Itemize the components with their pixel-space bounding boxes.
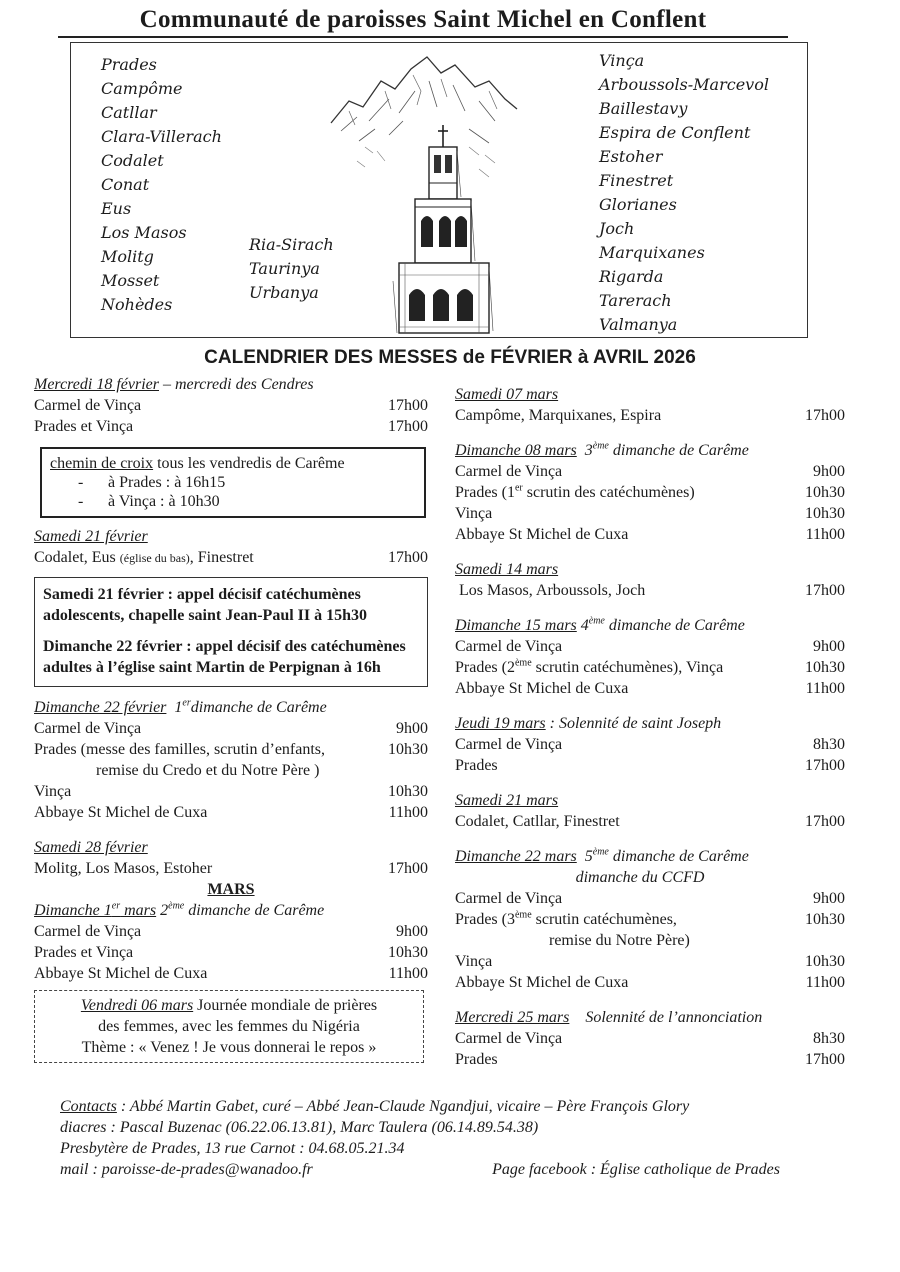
- mass-line: [455, 951, 845, 972]
- mass-time: 17h00: [388, 418, 428, 435]
- mass-line: [34, 858, 428, 879]
- event-heading: [455, 384, 845, 405]
- event-ordinal: 1: [174, 699, 183, 716]
- mass-time: 11h00: [388, 804, 428, 821]
- contacts-email: mail : paroisse-de-prades@wanadoo.fr: [60, 1161, 313, 1178]
- femmes-heading: [41, 995, 417, 1016]
- event-date: Mercredi 18 février: [34, 376, 159, 393]
- mass-line: [455, 461, 845, 482]
- ordinal-sup: er: [514, 482, 523, 494]
- event-block: [34, 526, 428, 569]
- mass-place-continuation: remise du Credo et du Notre Père ): [96, 762, 320, 779]
- croix-item-text: à Vinça : à 10h30: [108, 493, 220, 510]
- mass-time: 17h00: [388, 549, 428, 566]
- event-title: dimanche de Carême: [190, 699, 327, 716]
- mass-line: [455, 1049, 845, 1070]
- ordinal-sup: ème: [514, 909, 532, 921]
- mass-place: Molitg, Los Masos, Estoher: [34, 860, 213, 877]
- schedule-right-column: [455, 384, 845, 1070]
- event-date-part: Dimanche 1: [34, 902, 112, 919]
- mass-line: [455, 734, 845, 755]
- contacts-line: [60, 1096, 820, 1117]
- mass-place: Vinça: [34, 783, 72, 800]
- event-date-part: mars: [120, 902, 157, 919]
- parish-item: Baillestavy: [599, 99, 688, 118]
- contacts-block: [60, 1096, 820, 1180]
- mass-time: 17h00: [805, 1051, 845, 1068]
- contacts-clergy: : Abbé Martin Gabet, curé – Abbé Jean-Claude Ngandjui, vicaire – Père François Glory: [116, 1098, 690, 1115]
- mass-place: Carmel de Vinça: [34, 923, 142, 940]
- mass-place-part: , Finestret: [189, 549, 254, 566]
- parish-item: Tarerach: [599, 291, 672, 310]
- event-ordinal-sup: ème: [588, 615, 605, 627]
- event-date: Samedi 21 mars: [455, 792, 559, 809]
- event-ordinal-sup: ème: [592, 440, 609, 452]
- parish-item: Espira de Conflent: [599, 123, 751, 142]
- event-block: [455, 440, 845, 545]
- mass-place: Carmel de Vinça: [455, 736, 563, 753]
- mass-place: Los Masos, Arboussols, Joch: [455, 582, 646, 599]
- appel-paragraph: Samedi 21 février : appel décisif catéchumènes adolescents, chapelle saint Jean-Paul II à 15h30: [43, 586, 368, 624]
- mass-place: Abbaye St Michel de Cuxa: [34, 804, 208, 821]
- mass-time: 9h00: [813, 890, 845, 907]
- mass-time: 17h00: [805, 757, 845, 774]
- mass-line: [455, 405, 845, 426]
- event-title: Solennité de l’annonciation: [585, 1009, 763, 1026]
- croix-item: [50, 492, 416, 511]
- event-heading: [455, 615, 845, 636]
- parish-item: Urbanya: [249, 283, 319, 302]
- mass-place: Carmel de Vinça: [455, 638, 563, 655]
- mass-line: [455, 909, 845, 930]
- mass-place: Prades et Vinça: [34, 418, 134, 435]
- event-block: [455, 1007, 845, 1070]
- croix-title: chemin de croix: [50, 455, 154, 472]
- mass-line: [34, 781, 428, 802]
- parish-item: Joch: [599, 219, 635, 238]
- mass-time: 10h30: [388, 741, 428, 758]
- event-title: Journée mondiale de prières: [193, 997, 378, 1014]
- mass-time: 8h30: [813, 1030, 845, 1047]
- parish-item: Los Masos: [101, 223, 187, 242]
- mass-line: [455, 580, 845, 601]
- mass-time: 17h00: [805, 582, 845, 599]
- mass-time: 9h00: [396, 923, 428, 940]
- mass-place: Prades et Vinça: [34, 944, 134, 961]
- mass-time: 10h30: [805, 484, 845, 501]
- contacts-label: Contacts: [60, 1098, 117, 1115]
- mass-place: [455, 482, 695, 503]
- mass-place: Carmel de Vinça: [455, 1030, 563, 1047]
- event-heading: [34, 374, 428, 395]
- mass-line: [455, 524, 845, 545]
- contacts-line: [60, 1159, 820, 1180]
- parish-item: Ria-Sirach: [249, 235, 334, 254]
- mass-time: 17h00: [805, 813, 845, 830]
- parish-item: Mosset: [101, 271, 160, 290]
- event-heading: [34, 697, 428, 718]
- mass-line: [34, 718, 428, 739]
- mass-place: Carmel de Vinça: [455, 463, 563, 480]
- mass-place-continuation: remise du Notre Père): [549, 932, 690, 949]
- appel-paragraph: Dimanche 22 février : appel décisif des catéchumènes adultes à l’église saint Martin de Perpignan à 16h: [43, 638, 406, 676]
- event-date: Samedi 28 février: [34, 839, 148, 856]
- event-date-sup: er: [111, 900, 121, 912]
- parish-item: Marquixanes: [599, 243, 705, 262]
- mass-time: 10h30: [388, 944, 428, 961]
- parish-item: Nohèdes: [101, 295, 173, 314]
- parish-item: Arboussols-Marcevol: [599, 75, 769, 94]
- mass-time: 9h00: [813, 463, 845, 480]
- mass-time: 9h00: [396, 720, 428, 737]
- mass-place: Carmel de Vinça: [34, 720, 142, 737]
- mass-time: 11h00: [805, 680, 845, 697]
- event-ordinal: 3: [584, 442, 593, 459]
- mass-place-part: Prades (2: [455, 659, 515, 676]
- parish-item: Codalet: [101, 151, 164, 170]
- mass-place: Abbaye St Michel de Cuxa: [455, 974, 629, 991]
- mass-place: [455, 657, 723, 678]
- mass-time: 10h30: [805, 953, 845, 970]
- mass-place: [455, 909, 677, 930]
- event-heading: [455, 440, 845, 461]
- parish-item: Conat: [101, 175, 150, 194]
- event-date: Samedi 21 février: [34, 528, 148, 545]
- mass-time: 17h00: [805, 407, 845, 424]
- croix-subtitle: tous les vendredis de Carême: [153, 455, 345, 472]
- mass-time: 11h00: [388, 965, 428, 982]
- parish-item: Finestret: [599, 171, 674, 190]
- parish-item: Campôme: [101, 79, 183, 98]
- page-title: Communauté de paroisses Saint Michel en Conflent: [58, 6, 788, 38]
- event-ordinal: 2: [160, 902, 169, 919]
- parish-item: Valmanya: [599, 315, 678, 334]
- list-dash: -: [78, 493, 84, 510]
- event-subtitle: dimanche du CCFD: [575, 869, 705, 886]
- contacts-deacons: diacres : Pascal Buzenac (06.22.06.13.81), Marc Taulera (06.14.89.54.38): [60, 1119, 539, 1136]
- croix-heading: [50, 454, 416, 473]
- mass-place: Vinça: [455, 953, 493, 970]
- mass-line: [455, 972, 845, 993]
- mass-place: Abbaye St Michel de Cuxa: [34, 965, 208, 982]
- event-block: [455, 846, 845, 993]
- event-date: Jeudi 19 mars: [455, 715, 546, 732]
- contacts-presbytery: Presbytère de Prades, 13 rue Carnot : 04.68.05.21.34: [60, 1140, 405, 1157]
- month-heading: MARS: [207, 881, 255, 898]
- mass-time: 11h00: [805, 974, 845, 991]
- event-date: Samedi 07 mars: [455, 386, 559, 403]
- event-block: [455, 790, 845, 832]
- event-date: Dimanche 22 février: [34, 699, 167, 716]
- mass-line: [34, 416, 428, 437]
- mass-place: [34, 547, 254, 569]
- event-ordinal-sup: er: [182, 697, 191, 709]
- mass-place-part: Prades (1: [455, 484, 515, 501]
- chemin-de-croix-box: [40, 447, 426, 518]
- event-date: Dimanche 08 mars: [455, 442, 577, 459]
- mass-line: [455, 503, 845, 524]
- mass-line: [455, 678, 845, 699]
- mass-line: [34, 963, 428, 984]
- event-heading: [34, 900, 428, 921]
- mass-time: 10h30: [805, 659, 845, 676]
- mass-time: 10h30: [388, 783, 428, 800]
- event-heading: [455, 846, 845, 867]
- parish-list-box: [70, 42, 808, 338]
- mass-place: Carmel de Vinça: [34, 397, 142, 414]
- event-title: dimanche de Carême: [184, 902, 325, 919]
- event-ordinal: 5: [584, 848, 593, 865]
- event-title: dimanche de Carême: [608, 442, 749, 459]
- list-dash: -: [78, 474, 84, 491]
- event-title: : Solennité de saint Joseph: [545, 715, 722, 732]
- mass-place: Vinça: [455, 505, 493, 522]
- contacts-facebook: Page facebook : Église catholique de Prades: [492, 1161, 780, 1178]
- mass-place-note: (église du bas): [119, 551, 190, 565]
- croix-item: [50, 473, 416, 492]
- event-title: – mercredi des Cendres: [159, 376, 314, 393]
- mass-place-part: scrutin catéchumènes), Vinça: [531, 659, 724, 676]
- event-block: [34, 374, 428, 437]
- mass-line: [34, 942, 428, 963]
- mass-time: 10h30: [805, 505, 845, 522]
- event-block: [34, 900, 428, 984]
- parish-item: Molitg: [101, 247, 154, 266]
- mass-place-part: Codalet, Eus: [34, 549, 120, 566]
- mass-line: [34, 547, 428, 569]
- mass-time: 17h00: [388, 397, 428, 414]
- event-title: dimanche de Carême: [604, 617, 745, 634]
- event-block: [455, 559, 845, 601]
- event-block: [455, 384, 845, 426]
- event-heading: [34, 526, 428, 547]
- mass-time: 11h00: [805, 526, 845, 543]
- event-heading: [455, 559, 845, 580]
- parish-item: Rigarda: [599, 267, 664, 286]
- parish-item: Glorianes: [599, 195, 677, 214]
- event-date: Dimanche 22 mars: [455, 848, 577, 865]
- mass-line: [455, 755, 845, 776]
- parish-item: Estoher: [599, 147, 663, 166]
- event-date: Dimanche 15 mars: [455, 617, 577, 634]
- event-heading: [455, 713, 845, 734]
- schedule-left-column: [34, 374, 428, 1063]
- ordinal-sup: ème: [514, 657, 532, 669]
- mass-line: [455, 636, 845, 657]
- event-ordinal: 4: [580, 617, 589, 634]
- event-date: [34, 902, 156, 919]
- mass-line: [455, 482, 845, 503]
- mass-place-part: scrutin des catéchumènes): [522, 484, 695, 501]
- mass-line: [455, 1028, 845, 1049]
- journee-femmes-box: [34, 990, 424, 1063]
- parish-item: Taurinya: [249, 259, 320, 278]
- event-ordinal-sup: ème: [168, 900, 185, 912]
- parish-item: Catllar: [101, 103, 157, 122]
- mass-time: 17h00: [388, 860, 428, 877]
- mass-place: Abbaye St Michel de Cuxa: [455, 526, 629, 543]
- event-heading: [455, 1007, 845, 1028]
- mass-line: [34, 739, 428, 760]
- mass-line: [34, 395, 428, 416]
- event-date: Samedi 14 mars: [455, 561, 559, 578]
- calendar-title: CALENDRIER DES MESSES de FÉVRIER à AVRIL 2026: [204, 347, 696, 368]
- event-date: Mercredi 25 mars: [455, 1009, 570, 1026]
- mass-place: Campôme, Marquixanes, Espira: [455, 407, 662, 424]
- mass-time: 8h30: [813, 736, 845, 753]
- mass-line: [455, 811, 845, 832]
- parish-item: Eus: [101, 199, 132, 218]
- event-heading: [34, 837, 428, 858]
- mass-line: [34, 802, 428, 823]
- parish-list-right: [599, 49, 769, 337]
- appel-decisif-box: [34, 577, 428, 687]
- mass-place-part: scrutin catéchumènes,: [531, 911, 677, 928]
- parish-list-left: [101, 53, 222, 317]
- bell-tower-illustration: [329, 51, 519, 335]
- mass-place: Prades (messe des familles, scrutin d’enfants,: [34, 741, 326, 758]
- mass-line: [455, 657, 845, 678]
- mass-place: Abbaye St Michel de Cuxa: [455, 680, 629, 697]
- femmes-line: Thème : « Venez ! Je vous donnerai le repos »: [81, 1039, 377, 1056]
- parish-item: Vinça: [599, 51, 645, 70]
- mass-line: [455, 888, 845, 909]
- event-block: [455, 713, 845, 776]
- event-date: Vendredi 06 mars: [80, 997, 194, 1014]
- event-title: dimanche de Carême: [608, 848, 749, 865]
- parish-item: Prades: [101, 55, 157, 74]
- event-heading: [455, 790, 845, 811]
- mass-time: 9h00: [813, 638, 845, 655]
- mass-place: Carmel de Vinça: [455, 890, 563, 907]
- event-block: [455, 615, 845, 699]
- mass-place-part: Prades (3: [455, 911, 515, 928]
- parish-list-middle: [249, 233, 334, 305]
- femmes-line: des femmes, avec les femmes du Nigéria: [98, 1018, 360, 1035]
- mass-line: [34, 921, 428, 942]
- mass-place: Codalet, Catllar, Finestret: [455, 813, 620, 830]
- croix-item-text: à Prades : à 16h15: [108, 474, 226, 491]
- event-block: [34, 837, 428, 879]
- mass-time: 10h30: [805, 911, 845, 928]
- event-block: [34, 697, 428, 823]
- event-ordinal-sup: ème: [592, 846, 609, 858]
- mass-place: Prades: [455, 1051, 498, 1068]
- mass-place: Prades: [455, 757, 498, 774]
- parish-item: Clara-Villerach: [101, 127, 222, 146]
